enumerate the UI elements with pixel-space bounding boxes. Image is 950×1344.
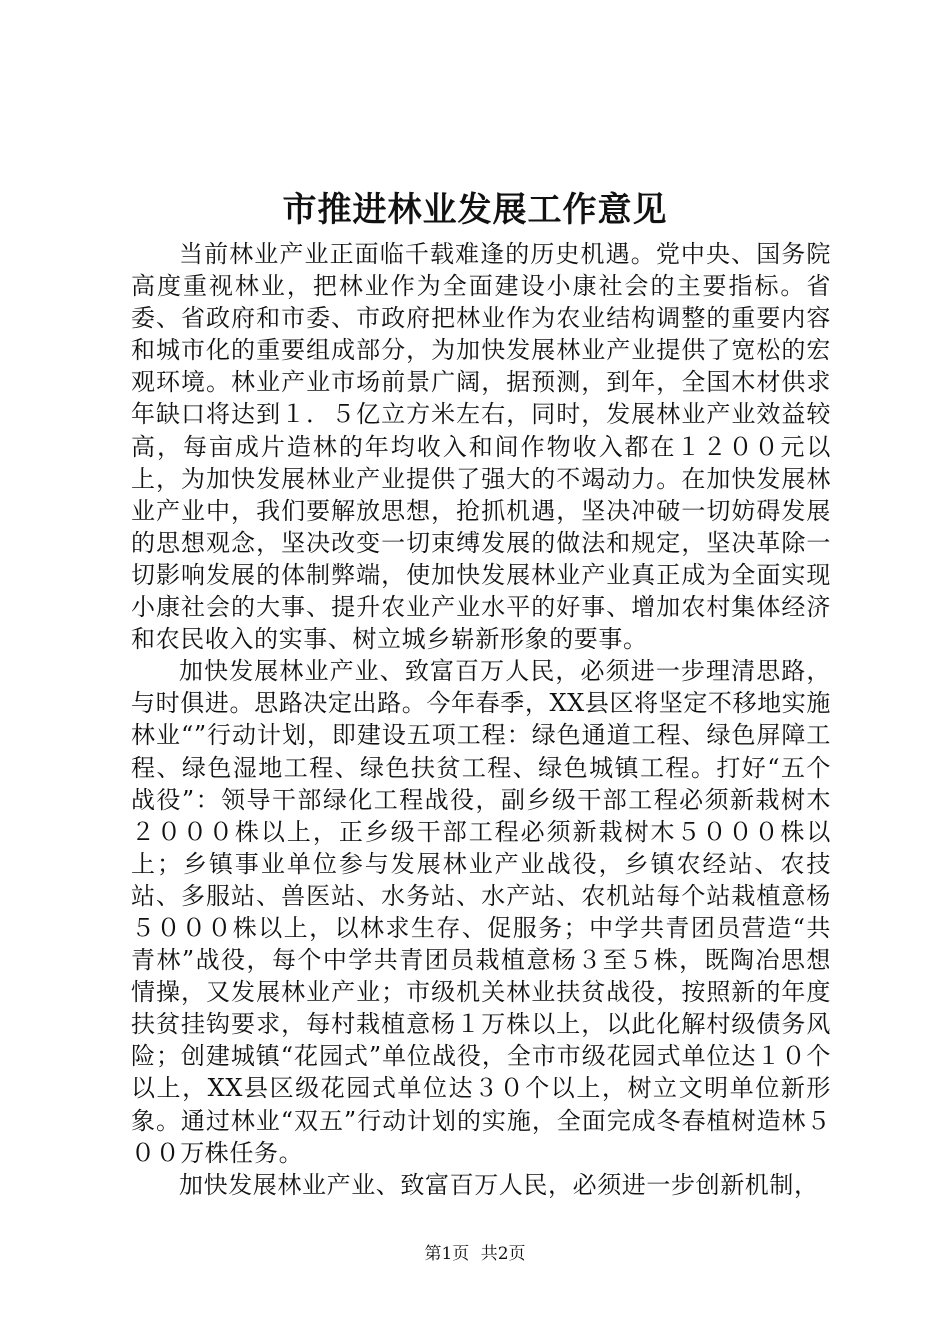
document-body [131, 238, 831, 1201]
page-total: 共2页 [480, 1244, 526, 1264]
page-number: 第1页 [424, 1244, 470, 1264]
page-footer [0, 1242, 950, 1266]
paragraph: 加快发展林业产业、致富百万人民，必须进一步理清思路，与时俱进。思路决定出路。今年春季，XX县区将坚定不移地实施林业“”行动计划，即建设五项工程：绿色通道工程、绿色屏障工程、绿色湿地工程、绿色扶贫工程、绿色城镇工程。打好“五个战役”：领导干部绿化工程战役，副乡级干部工程必须新栽树木２０００株以上，正乡级干部工程必须新栽树木５０００株以上；乡镇事业单位参与发展林业产业战役，乡镇农经站、农技站、多服站、兽医站、水务站、水产站、农机站每个站栽植意杨５０００株以上，以林求生存、促服务；中学共青团员营造“共青林”战役，每个中学共青团员栽植意杨３至５株，既陶冶思想情操，又发展林业产业；市级机关林业扶贫战役，按照新的年度扶贫挂钩要求，每村栽植意杨１万株以上，以此化解村级债务风险；创建城镇“花园式”单位战役，全市市级花园式单位达１０个以上，XX县区级花园式单位达３０个以上，树立文明单位新形象。通过林业“双五”行动计划的实施，全面完成冬春植树造林５００万株任务。 [131, 657, 831, 1167]
paragraph: 当前林业产业正面临千载难逢的历史机遇。党中央、国务院高度重视林业，把林业作为全面建设小康社会的主要指标。省委、省政府和市委、市政府把林业作为农业结构调整的重要内容和城市化的重要组成部分，为加快发展林业产业提供了宽松的宏观环境。林业产业市场前景广阔，据预测，到年，全国木材供求年缺口将达到１．５亿立方米左右，同时，发展林业产业效益较高，每亩成片造林的年均收入和间作物收入都在１２００元以上，为加快发展林业产业提供了强大的不竭动力。在加快发展林业产业中，我们要解放思想，抢抓机遇，坚决冲破一切妨碍发展的思想观念，坚决改变一切束缚发展的做法和规定，坚决革除一切影响发展的体制弊端，使加快发展林业产业真正成为全面实现小康社会的大事、提升农业产业水平的好事、增加农村集体经济和农民收入的实事、树立城乡崭新形象的要事。 [131, 240, 831, 654]
document-title: 市推进林业发展工作意见 [282, 190, 668, 230]
paragraph: 加快发展林业产业、致富百万人民，必须进一步创新机制， [179, 1170, 819, 1199]
